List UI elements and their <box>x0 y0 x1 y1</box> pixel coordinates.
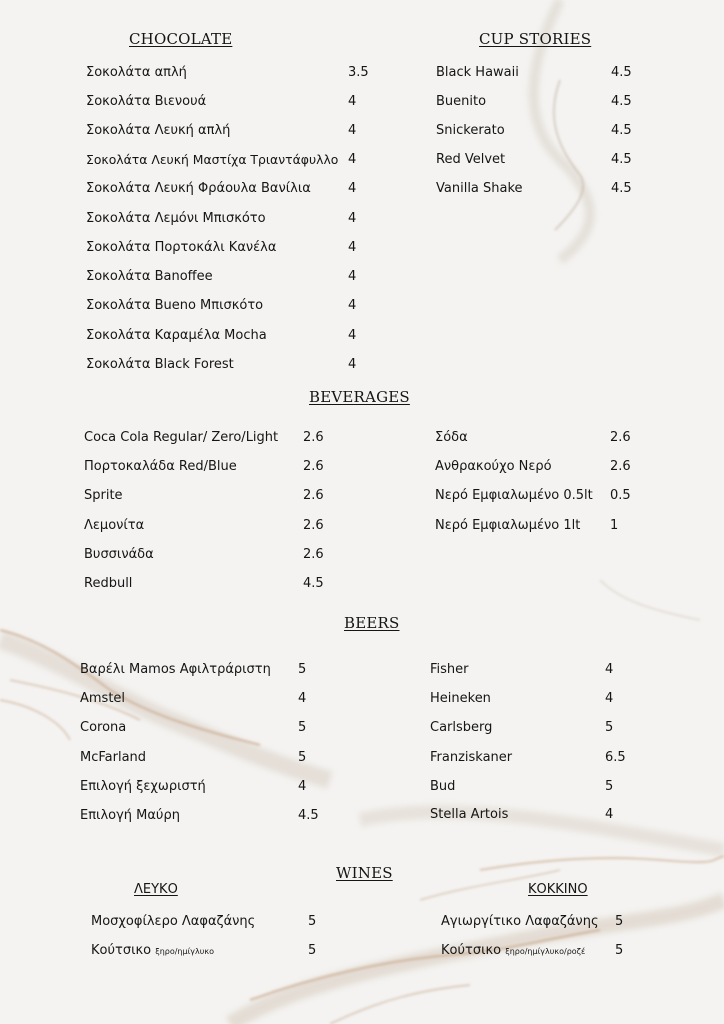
item-name: Buenito <box>436 94 487 109</box>
wine-name: Αγιωργίτικο Λαφαζάνης <box>441 914 599 929</box>
item-price: 4 <box>298 779 307 794</box>
item-price: 2.6 <box>610 430 631 445</box>
item-name: Ανθρακούχο Νερό <box>435 459 552 474</box>
item-name: Σοκολάτα Bueno Μπισκότο <box>86 298 264 313</box>
item-price: 5 <box>615 914 624 929</box>
item-name: Snickerato <box>436 123 505 138</box>
item-name: Σοκολάτα Black Forest <box>86 357 234 372</box>
item-price: 4.5 <box>611 181 632 196</box>
item-name: Λεμονίτα <box>84 518 145 533</box>
item-price: 2.6 <box>303 459 324 474</box>
item-price: 5 <box>308 914 317 929</box>
item-price: 3.5 <box>348 65 369 80</box>
item-name: Βαρέλι Mamos Αφιλτράριστη <box>80 662 271 677</box>
item-name: Σοκολάτα Λεμόνι Μπισκότο <box>86 211 266 226</box>
item-price: 4.5 <box>611 65 632 80</box>
item-name <box>441 941 585 962</box>
beers-heading: BEERS <box>344 614 400 632</box>
chocolate-heading: CHOCOLATE <box>129 30 233 48</box>
item-price: 5 <box>605 779 614 794</box>
item-name: Σοκολάτα Λευκή Μαστίχα Τριαντάφυλλο <box>86 152 339 167</box>
item-price: 4 <box>348 211 357 226</box>
item-name: Σοκολάτα απλή <box>86 65 187 80</box>
item-name: Sprite <box>84 488 123 503</box>
item-name: Redbull <box>84 576 133 591</box>
red-wine-heading: ΚΟΚΚΙΝΟ <box>528 882 588 897</box>
item-name: Επιλογή ξεχωριστή <box>80 779 206 794</box>
item-price: 4 <box>298 691 307 706</box>
item-price: 2.6 <box>303 488 324 503</box>
item-price: 0.5 <box>610 488 631 503</box>
item-name: Επιλογή Μαύρη <box>80 808 180 823</box>
item-name: Amstel <box>80 691 126 706</box>
item-name: Σόδα <box>435 430 468 445</box>
item-price: 4 <box>605 691 614 706</box>
item-price: 4 <box>348 298 357 313</box>
item-name: Vanilla Shake <box>436 181 523 196</box>
item-name: Franziskaner <box>430 750 513 765</box>
item-price: 2.6 <box>303 518 324 533</box>
item-name: McFarland <box>80 750 147 765</box>
item-name: Νερό Εμφιαλωμένο 0.5lt <box>435 488 593 503</box>
item-name: Νερό Εμφιαλωμένο 1lt <box>435 518 581 533</box>
item-name: Σοκολάτα Λευκή Φράουλα Βανίλια <box>86 181 311 196</box>
item-price: 4 <box>348 328 357 343</box>
item-price: 5 <box>605 720 614 735</box>
item-name <box>441 912 599 933</box>
wine-name: Κούτσικο <box>91 943 152 958</box>
item-price: 5 <box>298 750 307 765</box>
item-price: 4 <box>348 94 357 109</box>
item-price: 4.5 <box>298 808 319 823</box>
item-price: 4.5 <box>611 94 632 109</box>
item-name: Σοκολάτα Πορτοκάλι Κανέλα <box>86 240 277 255</box>
item-price: 5 <box>298 662 307 677</box>
item-name: Σοκολάτα Λευκή απλή <box>86 123 231 138</box>
item-name: Σοκολάτα Βιενουά <box>86 94 207 109</box>
item-price: 2.6 <box>303 430 324 445</box>
item-name: Carlsberg <box>430 720 493 735</box>
item-price: 4 <box>348 240 357 255</box>
white-wine-heading: ΛΕΥΚΟ <box>134 882 178 897</box>
item-price: 4 <box>348 123 357 138</box>
item-price: 4 <box>348 357 357 372</box>
item-price: 1 <box>610 518 619 533</box>
item-price: 4 <box>348 152 357 167</box>
wine-name: Μοσχοφίλερο Λαφαζάνης <box>91 914 256 929</box>
item-price: 5 <box>298 720 307 735</box>
item-name: Bud <box>430 779 456 794</box>
beverages-heading: BEVERAGES <box>309 388 410 406</box>
item-name: Σοκολάτα Καραμέλα Mocha <box>86 328 267 343</box>
item-name: Πορτοκαλάδα Red/Blue <box>84 459 237 474</box>
wine-name: Κούτσικο <box>441 943 502 958</box>
wine-note: ξηρο/ημίγλυκο <box>155 947 215 956</box>
item-name <box>91 941 214 962</box>
item-name: Stella Artois <box>430 807 509 822</box>
item-name: Red Velvet <box>436 152 506 167</box>
item-price: 4.5 <box>303 576 324 591</box>
item-price: 2.6 <box>610 459 631 474</box>
item-price: 6.5 <box>605 750 626 765</box>
item-name: Βυσσινάδα <box>84 547 154 562</box>
item-name <box>91 912 255 933</box>
item-name: Heineken <box>430 691 491 706</box>
item-price: 5 <box>308 943 317 958</box>
item-name: Coca Cola Regular/ Zero/Light <box>84 430 279 445</box>
item-name: Σοκολάτα Banoffee <box>86 269 213 284</box>
wines-heading: WINES <box>336 864 393 882</box>
item-price: 4 <box>605 807 614 822</box>
item-price: 4 <box>348 181 357 196</box>
item-price: 4 <box>605 662 614 677</box>
item-price: 4.5 <box>611 123 632 138</box>
item-name: Fisher <box>430 662 469 677</box>
item-price: 5 <box>615 943 624 958</box>
item-name: Corona <box>80 720 127 735</box>
cup-stories-heading: CUP STORIES <box>479 30 592 48</box>
item-price: 2.6 <box>303 547 324 562</box>
item-name: Black Hawaii <box>436 65 519 80</box>
item-price: 4.5 <box>611 152 632 167</box>
wine-note: ξηρο/ημίγλυκο/ροζέ <box>505 947 586 956</box>
item-price: 4 <box>348 269 357 284</box>
